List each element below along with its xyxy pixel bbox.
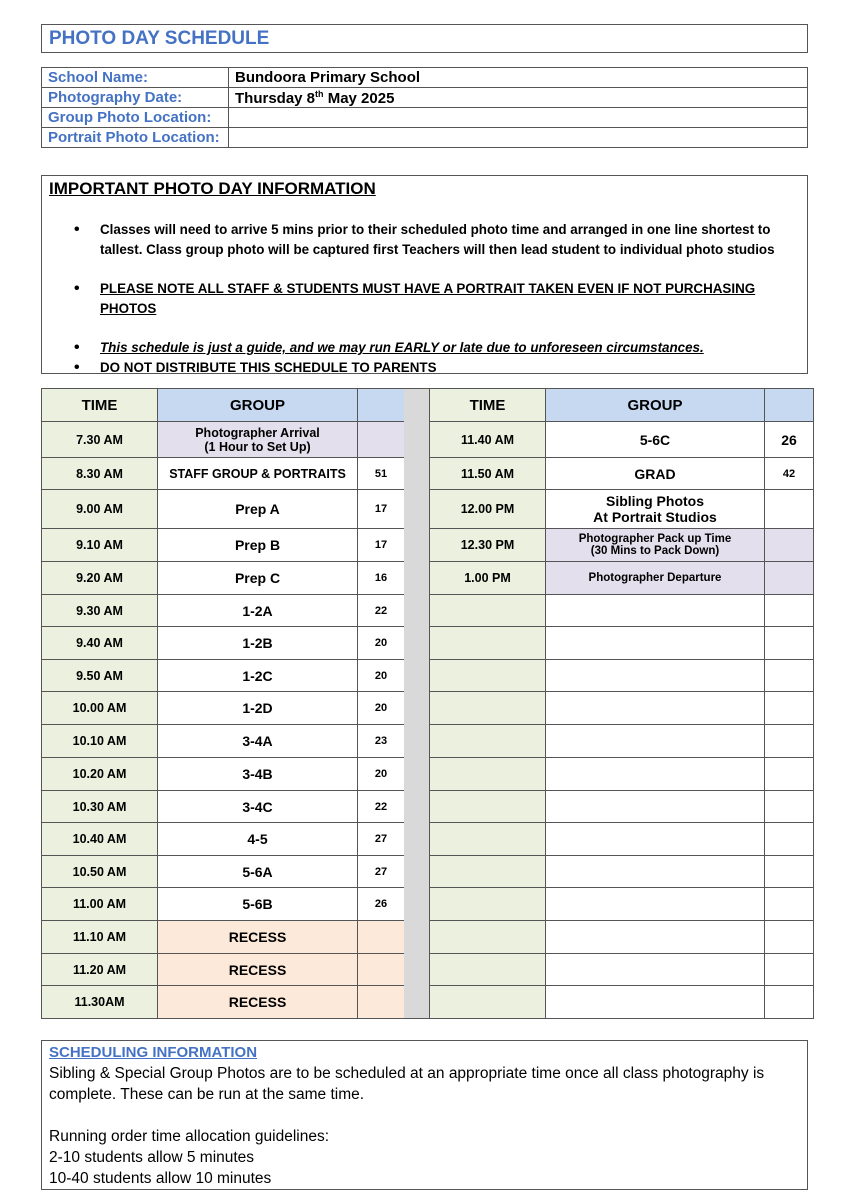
time-header: TIME — [430, 389, 546, 422]
group-cell — [546, 856, 765, 888]
time-cell: 9.30 AM — [42, 595, 158, 627]
title-box — [41, 24, 808, 53]
info-label: Photography Date: — [42, 88, 229, 108]
time-cell: 11.10 AM — [42, 921, 158, 954]
date-rest: May 2025 — [323, 89, 395, 107]
count-cell — [358, 986, 405, 1019]
count-header — [765, 389, 814, 422]
time-cell: 11.20 AM — [42, 954, 158, 986]
table-row — [430, 758, 814, 791]
time-cell: 10.00 AM — [42, 692, 158, 725]
group-cell: 1-2A — [158, 595, 358, 627]
group-cell — [158, 422, 358, 458]
table-row — [430, 921, 814, 954]
count-cell — [358, 422, 405, 458]
time-cell — [430, 921, 546, 954]
table-row — [42, 458, 405, 490]
table-row — [42, 562, 405, 595]
time-cell: 12.00 PM — [430, 490, 546, 529]
count-cell — [765, 823, 814, 856]
list-item-text: PLEASE NOTE ALL STAFF & STUDENTS MUST HAVE A PORTRAIT TAKEN EVEN IF NOT PURCHASING PHOTOS — [100, 281, 756, 316]
time-cell: 11.40 AM — [430, 422, 546, 458]
table-row — [430, 529, 814, 562]
important-heading: IMPORTANT PHOTO DAY INFORMATION — [49, 179, 376, 198]
schedule-table-left — [41, 388, 405, 1019]
time-cell: 11.50 AM — [430, 458, 546, 490]
group-cell: RECESS — [158, 921, 358, 954]
group-cell: Prep A — [158, 490, 358, 529]
time-cell: 10.40 AM — [42, 823, 158, 856]
time-cell — [430, 758, 546, 791]
group-cell — [546, 888, 765, 921]
list-item-text: DO NOT DISTRIBUTE THIS SCHEDULE TO PARENTS — [100, 360, 437, 375]
scheduling-info-box — [41, 1040, 808, 1190]
group-cell: GRAD — [546, 458, 765, 490]
group-cell: RECESS — [158, 986, 358, 1019]
guidelines-title: Running order time allocation guidelines: — [49, 1128, 330, 1145]
info-row-photography-date — [42, 88, 808, 108]
group-cell — [546, 823, 765, 856]
table-row — [42, 791, 405, 823]
count-header — [358, 389, 405, 422]
group-line-2: At Portrait Studios — [593, 509, 717, 525]
group-cell: 4-5 — [158, 823, 358, 856]
group-cell — [546, 660, 765, 692]
group-cell — [546, 954, 765, 986]
count-cell: 17 — [358, 529, 405, 562]
page-title: PHOTO DAY SCHEDULE — [49, 28, 270, 49]
table-row — [42, 490, 405, 529]
table-row — [42, 888, 405, 921]
group-cell — [546, 490, 765, 529]
time-cell — [430, 692, 546, 725]
table-row — [42, 422, 405, 458]
count-cell — [765, 921, 814, 954]
table-row — [42, 954, 405, 986]
group-header: GROUP — [546, 389, 765, 422]
count-cell — [765, 660, 814, 692]
time-cell — [430, 725, 546, 758]
group-line-1: Photographer Arrival — [195, 425, 320, 440]
count-cell: 20 — [358, 758, 405, 791]
count-cell — [765, 692, 814, 725]
group-cell: Prep C — [158, 562, 358, 595]
group-cell: 3-4C — [158, 791, 358, 823]
scheduling-paragraph: Sibling & Special Group Photos are to be scheduled at an appropriate time once all class photography is complete. These can be run at the same time. — [49, 1065, 765, 1103]
group-cell — [546, 921, 765, 954]
time-cell: 11.00 AM — [42, 888, 158, 921]
time-cell — [430, 595, 546, 627]
info-label: School Name: — [42, 68, 229, 88]
table-row — [430, 422, 814, 458]
time-cell — [430, 986, 546, 1019]
time-cell — [430, 954, 546, 986]
group-cell: 3-4A — [158, 725, 358, 758]
table-row — [430, 823, 814, 856]
group-cell: 1-2C — [158, 660, 358, 692]
table-row — [42, 660, 405, 692]
time-cell — [430, 823, 546, 856]
count-cell: 20 — [358, 660, 405, 692]
info-value — [229, 88, 808, 108]
schedule-table-right — [429, 388, 814, 1019]
time-cell — [430, 856, 546, 888]
list-item — [42, 279, 809, 319]
date-main: Thursday 8 — [235, 89, 316, 107]
table-row — [42, 921, 405, 954]
time-cell: 10.50 AM — [42, 856, 158, 888]
count-cell: 23 — [358, 725, 405, 758]
group-cell — [546, 627, 765, 660]
count-cell: 42 — [765, 458, 814, 490]
count-cell: 17 — [358, 490, 405, 529]
count-cell — [765, 954, 814, 986]
table-row — [42, 823, 405, 856]
time-cell: 1.00 PM — [430, 562, 546, 595]
list-item — [42, 220, 809, 260]
count-cell — [765, 791, 814, 823]
count-cell — [765, 986, 814, 1019]
school-info-table — [41, 67, 808, 148]
info-value — [229, 108, 808, 128]
count-cell — [765, 725, 814, 758]
group-cell: RECESS — [158, 954, 358, 986]
table-row — [430, 562, 814, 595]
table-row — [430, 856, 814, 888]
table-row — [42, 986, 405, 1019]
table-row — [430, 725, 814, 758]
important-info-box — [41, 175, 808, 374]
list-item-text: This schedule is just a guide, and we may run EARLY or late due to unforeseen circumstances. — [100, 340, 704, 355]
table-divider — [404, 388, 429, 1019]
group-cell: 5-6B — [158, 888, 358, 921]
table-header-row — [42, 389, 405, 422]
table-row — [430, 954, 814, 986]
group-cell: 3-4B — [158, 758, 358, 791]
time-cell: 9.50 AM — [42, 660, 158, 692]
table-row — [42, 529, 405, 562]
group-cell — [546, 791, 765, 823]
group-line-2: (1 Hour to Set Up) — [204, 439, 311, 454]
time-cell: 9.00 AM — [42, 490, 158, 529]
table-row — [430, 627, 814, 660]
count-cell: 16 — [358, 562, 405, 595]
group-cell — [546, 758, 765, 791]
list-item — [42, 338, 809, 358]
count-cell: 26 — [358, 888, 405, 921]
table-row — [42, 595, 405, 627]
time-cell — [430, 888, 546, 921]
group-cell: Photographer Departure — [546, 562, 765, 595]
count-cell — [765, 856, 814, 888]
table-row — [42, 692, 405, 725]
count-cell: 22 — [358, 791, 405, 823]
group-cell — [546, 725, 765, 758]
count-cell — [765, 529, 814, 562]
count-cell: 51 — [358, 458, 405, 490]
table-row — [42, 725, 405, 758]
table-row — [430, 888, 814, 921]
group-cell — [546, 595, 765, 627]
count-cell — [765, 758, 814, 791]
group-header: GROUP — [158, 389, 358, 422]
table-header-row — [430, 389, 814, 422]
time-cell: 10.20 AM — [42, 758, 158, 791]
scheduling-heading: SCHEDULING INFORMATION — [49, 1044, 258, 1061]
list-item-text: Classes will need to arrive 5 mins prior to their scheduled photo time and arranged in one line shortest to tallest. Class group photo will be captured first Teachers will then lead student to individual photo studios — [100, 222, 775, 257]
time-cell: 11.30AM — [42, 986, 158, 1019]
table-row — [430, 791, 814, 823]
group-line-2: (30 Mins to Pack Down) — [590, 545, 720, 557]
group-line-1: Sibling Photos — [606, 493, 704, 509]
group-cell: 5-6C — [546, 422, 765, 458]
count-cell — [765, 595, 814, 627]
table-row — [42, 627, 405, 660]
group-cell: Prep B — [158, 529, 358, 562]
time-cell: 9.20 AM — [42, 562, 158, 595]
group-line-1: Photographer Pack up Time — [578, 533, 732, 545]
info-label: Portrait Photo Location: — [42, 128, 229, 148]
count-cell: 27 — [358, 856, 405, 888]
count-cell — [765, 627, 814, 660]
date-suffix: th — [315, 88, 324, 99]
time-cell: 7.30 AM — [42, 422, 158, 458]
count-cell — [358, 954, 405, 986]
time-header: TIME — [42, 389, 158, 422]
info-row-portrait-location — [42, 128, 808, 148]
table-row — [430, 986, 814, 1019]
group-cell — [546, 986, 765, 1019]
table-row — [430, 660, 814, 692]
info-row-group-location — [42, 108, 808, 128]
count-cell: 27 — [358, 823, 405, 856]
count-cell: 20 — [358, 627, 405, 660]
count-cell: 22 — [358, 595, 405, 627]
time-cell: 9.10 AM — [42, 529, 158, 562]
table-row — [430, 692, 814, 725]
important-list — [42, 220, 809, 378]
group-cell: 1-2B — [158, 627, 358, 660]
count-cell — [765, 490, 814, 529]
group-cell: STAFF GROUP & PORTRAITS — [158, 458, 358, 490]
list-item — [42, 358, 809, 378]
group-cell: 1-2D — [158, 692, 358, 725]
count-cell: 20 — [358, 692, 405, 725]
table-row — [430, 458, 814, 490]
info-row-school-name — [42, 68, 808, 88]
guideline-item: 10-40 students allow 10 minutes — [49, 1170, 272, 1187]
group-cell — [546, 692, 765, 725]
time-cell: 8.30 AM — [42, 458, 158, 490]
guideline-item: 2-10 students allow 5 minutes — [49, 1149, 255, 1166]
time-cell: 9.40 AM — [42, 627, 158, 660]
table-row — [42, 856, 405, 888]
info-value: Bundoora Primary School — [229, 68, 808, 88]
time-cell: 10.10 AM — [42, 725, 158, 758]
count-cell — [358, 921, 405, 954]
info-label: Group Photo Location: — [42, 108, 229, 128]
count-cell — [765, 562, 814, 595]
count-cell: 26 — [765, 422, 814, 458]
table-row — [430, 490, 814, 529]
count-cell — [765, 888, 814, 921]
time-cell — [430, 627, 546, 660]
table-row — [42, 758, 405, 791]
time-cell: 12.30 PM — [430, 529, 546, 562]
table-row — [430, 595, 814, 627]
info-value — [229, 128, 808, 148]
time-cell: 10.30 AM — [42, 791, 158, 823]
group-cell: 5-6A — [158, 856, 358, 888]
group-cell — [546, 529, 765, 562]
time-cell — [430, 791, 546, 823]
time-cell — [430, 660, 546, 692]
